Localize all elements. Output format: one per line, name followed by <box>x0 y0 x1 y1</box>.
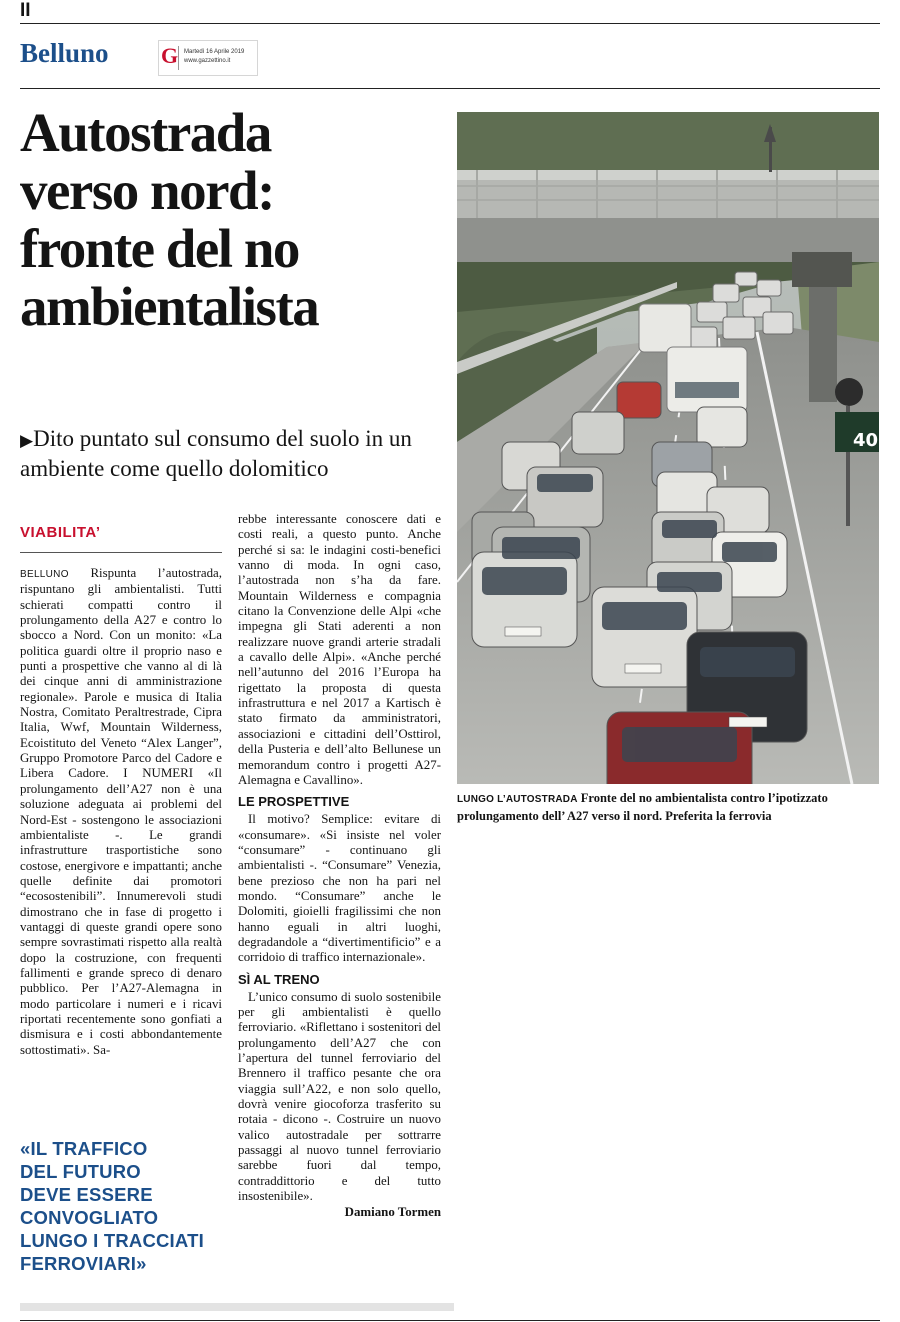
footer-bar <box>20 1303 454 1311</box>
photo-caption <box>457 790 879 825</box>
section-treno-text: L’unico consumo di suolo sostenibile per gli ambientalisti è quello ferroviario. «Riflettano i sostenitori del prolungamento dell’A27 che con l’apertura del tunnel ferroviario del Brennero il traffico pesante che ora viaggia sull’A22, e non solo quello, dovrà venire giocoforza trasferito su rotaia - dicono -. Costruire un nuovo valico autostradale per sottrarre passaggi al nuovo tunnel ferroviario sarebbe fuori dal tempo, contraddittorio e del tutto insostenibile». <box>238 989 441 1204</box>
subtitle-prospettive: LE PROSPETTIVE <box>238 794 350 810</box>
pull-quote-line: DEL FUTURO <box>20 1161 141 1182</box>
highway-photo <box>457 112 879 784</box>
logo-divider <box>178 46 179 70</box>
caption-text: Fronte del no ambientalista contro l’ipotizzato prolungamento dell’ A27 verso il nord. Preferita la ferrovia <box>457 791 828 823</box>
logo-letter: G <box>161 43 179 68</box>
headline-line: fronte del no <box>20 218 299 279</box>
section-rule <box>20 88 880 89</box>
logo-text <box>184 48 244 66</box>
headline-line: verso nord: <box>20 160 274 221</box>
section-title: Belluno <box>20 38 109 68</box>
section-prospettive-text: Il motivo? Semplice: evitare di «consumare». «Si insiste nel voler “consumare” - continuano gli ambientalisti -. “Consumare” Venezia, bene prezioso che non ha pari nel mondo. “Consumare” anche le Dolomiti, gioielli fragilissimi che non hanno eguali in altri luoghi, degradandole a “divertimentificio” e a corridoio di traffico internazionale». <box>238 812 441 965</box>
kicker-rule <box>20 552 222 553</box>
issue-date: Martedì 16 Aprile 2019 <box>184 49 245 55</box>
speed-sign-number: 40 <box>853 430 879 451</box>
kicker-label: VIABILITA’ <box>20 524 101 541</box>
headline-line: ambientalista <box>20 276 319 337</box>
article-column-2 <box>238 512 441 1220</box>
pull-quote-line: LUNGO I TRACCIATI <box>20 1230 204 1251</box>
article-body-col1 <box>20 566 222 1058</box>
headline <box>20 104 460 336</box>
body-text-col1: Rispunta l’autostrada, rispuntano gli ambientalisti. Tutti schierati compatti contro il prolungamento della A27 e contro lo sbocco a Nord. Con un monito: «La politica guardi oltre il proprio naso e punti a prospettive che vanno al di là dei cinque anni di amministrazione regionale». Parole e musica di Italia Nostra, Comitato Peraltrestrade, Cipra Italia, Wwf, Mountain Wilderness, Ecoistituto del Veneto “Alex Langer”, Gruppo Promotore Parco del Cadore e Libera Cadore. I NUMERI «Il prolungamento dell’A27 non è una soluzione adeguata ai problemi del Nord-Est - sostengono le associazioni ambientaliste -. Le grandi infrastrutture trasportistiche sono costose, energivore e impattanti; anche quelle definite dai promotori “ecosostenibili”. Innumerevoli studi dimostrano che in fase di progetto i vantaggi di queste grandi opere sono sempre sovrastimati rispetto alla realtà dopo la costruzione, con frequenti fallimenti e grande spreco di denaro pubblico. Per l’A27-Alemagna in modo particolare i numeri e i ricavi riportati recentemente sono gonfiati a dismisura e i costi abbondantemente sottostimati». Sa- <box>20 566 222 1057</box>
article-body-col2: rebbe interessante conoscere dati e costi reali, a questo punto. Anche perché si sa: le indagini costi-benefici vanno di moda. In ogni caso, l’autostrada non s’ha da fare. Mountain Wilderness e compagnia citano la Convenzione delle Alpi «che impegna gli Stati aderenti a non realizzare nuove grandi arterie stradali a cavallo delle Alpi». «Anche perché nell’autunno del 2016 l’Europa ha rigettato la proposta di questa infrastruttura e nel 2017 a Kartisch è stato firmato da amministratori, associazioni e cittadini dell’Osttirol, della Pusteria e dell’alto Bellunese un memorandum contro i progetti A27-Alemagna e Cavallino». <box>238 512 441 787</box>
pull-quote-line: CONVOGLIATO <box>20 1207 159 1228</box>
pull-quote <box>20 1137 220 1275</box>
page-number: II <box>20 0 31 21</box>
top-rule <box>20 23 880 24</box>
subtitle-treno: SÌ AL TRENO <box>238 971 320 987</box>
play-triangle-icon: ▶ <box>20 431 34 450</box>
subheadline <box>20 425 460 483</box>
dateline: BELLUNO <box>20 569 69 580</box>
headline-line: Autostrada <box>20 102 271 163</box>
bottom-rule <box>20 1320 880 1321</box>
author-byline: Damiano Tormen <box>344 1205 441 1220</box>
subheadline-text: Dito puntato sul consumo del suolo in un ambiente come quello dolomitico <box>20 426 412 481</box>
newspaper-logo <box>158 40 258 76</box>
caption-label: LUNGO L’AUTOSTRADA <box>457 794 578 805</box>
website: www.gazzettino.it <box>184 58 231 64</box>
pull-quote-line: DEVE ESSERE <box>20 1184 153 1205</box>
pull-quote-line: «IL TRAFFICO <box>20 1138 148 1159</box>
article-column-1 <box>20 524 222 1058</box>
pull-quote-line: FERROVIARI» <box>20 1253 147 1274</box>
